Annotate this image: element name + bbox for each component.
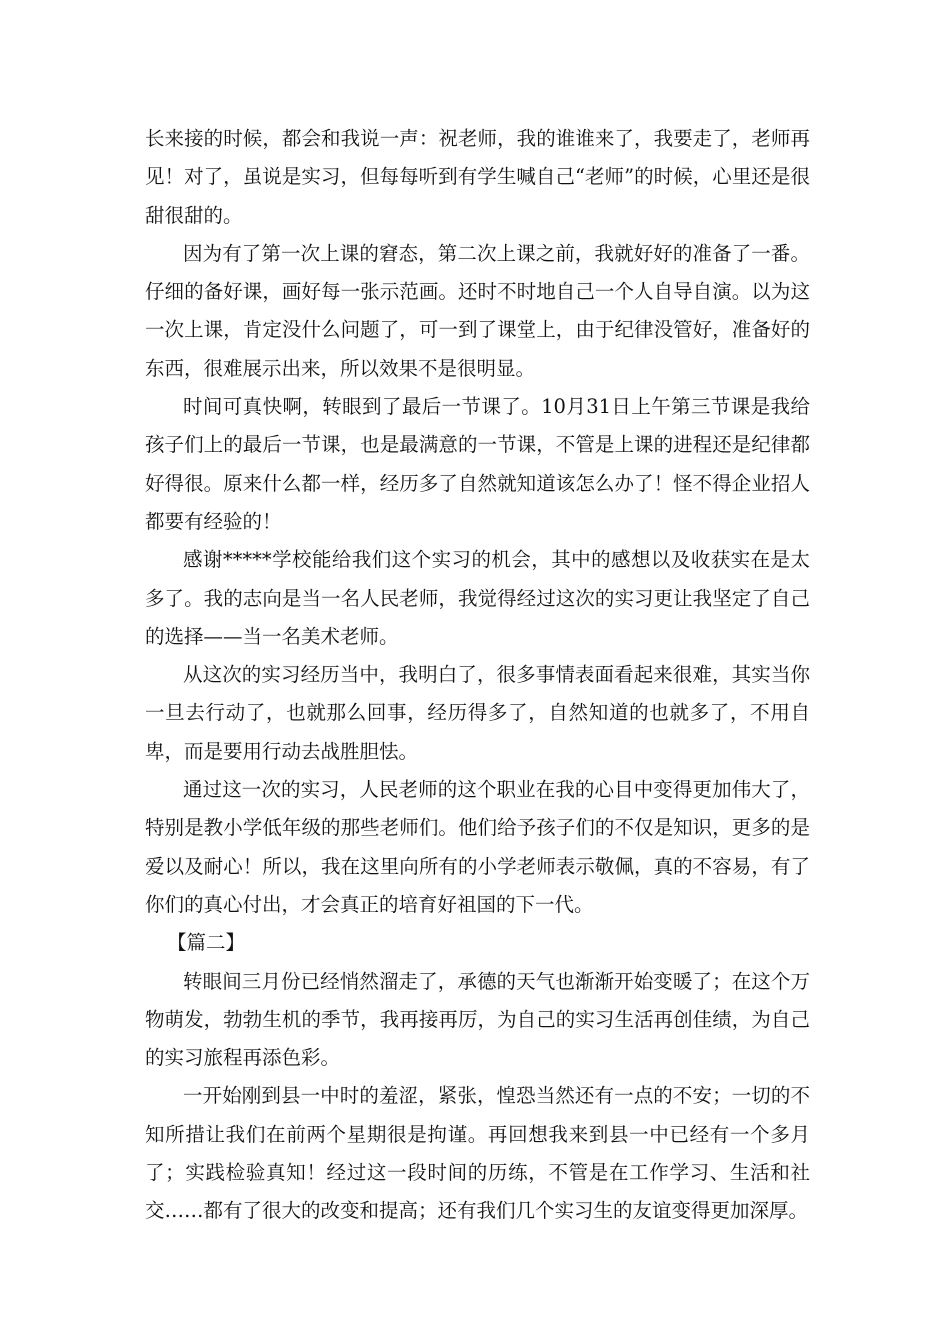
paragraph-8: 转眼间三月份已经悄然溜走了，承德的天气也渐渐开始变暖了；在这个万物萌发，勃勃生机的季节，我再接再厉，为自己的实习生活再创佳绩，为自己的实习旅程再添色彩。	[145, 969, 810, 1070]
section-heading: 【篇二】	[167, 931, 246, 955]
paragraph-6: 通过这一次的实习，人民老师的这个职业在我的心目中变得更加伟大了，特别是教小学低年级的那些老师们。他们给予孩子们的不仅是知识，更多的是爱以及耐心！所以，我在这里向所有的小学老师表示敬佩，真的不容易，有了你们的真心付出，才会真正的培育好祖国的下一代。	[145, 778, 810, 916]
paragraph-2: 因为有了第一次上课的窘态，第二次上课之前，我就好好的准备了一番。仔细的备好课，画好每一张示范画。还时不时地自己一个人自导自演。以为这一次上课，肯定没什么问题了，可一到了课堂上，由于纪律没管好，准备好的东西，很难展示出来，所以效果不是很明显。	[145, 241, 810, 380]
paragraph-1: 长来接的时候，都会和我说一声：祝老师，我的谁谁来了，我要走了，老师再见！对了，虽说是实习，但每每听到有学生喊自己“老师”的时候，心里还是很甜很甜的。	[145, 127, 810, 227]
paragraph-9: 一开始刚到县一中时的羞涩，紧张，惶恐当然还有一点的不安；一切的不知所措让我们在前两个星期很是拘谨。再回想我来到县一中已经有一个多月了；实践检验真知！经过这一段时间的历练，不管是在工作学习、生活和社交……都有了很大的改变和提高；还有我们几个实习生的友谊变得更加深厚。	[145, 1084, 810, 1223]
paragraph-3: 时间可真快啊，转眼到了最后一节课了。10月31日上午第三节课是我给孩子们上的最后一节课，也是最满意的一节课，不管是上课的进程还是纪律都好得很。原来什么都一样，经历多了自然就知道该怎么办了！怪不得企业招人都要有经验的！	[145, 395, 810, 533]
paragraph-5: 从这次的实习经历当中，我明白了，很多事情表面看起来很难，其实当你一旦去行动了，也就那么回事，经历得多了，自然知道的也就多了，不用自卑，而是要用行动去战胜胆怯。	[145, 663, 810, 763]
document-page	[145, 120, 810, 1231]
paragraph-4: 感谢*****学校能给我们这个实习的机会，其中的感想以及收获实在是太多了。我的志向是当一名人民老师，我觉得经过这次的实习更让我坚定了自己的选择——当一名美术老师。	[145, 548, 810, 648]
